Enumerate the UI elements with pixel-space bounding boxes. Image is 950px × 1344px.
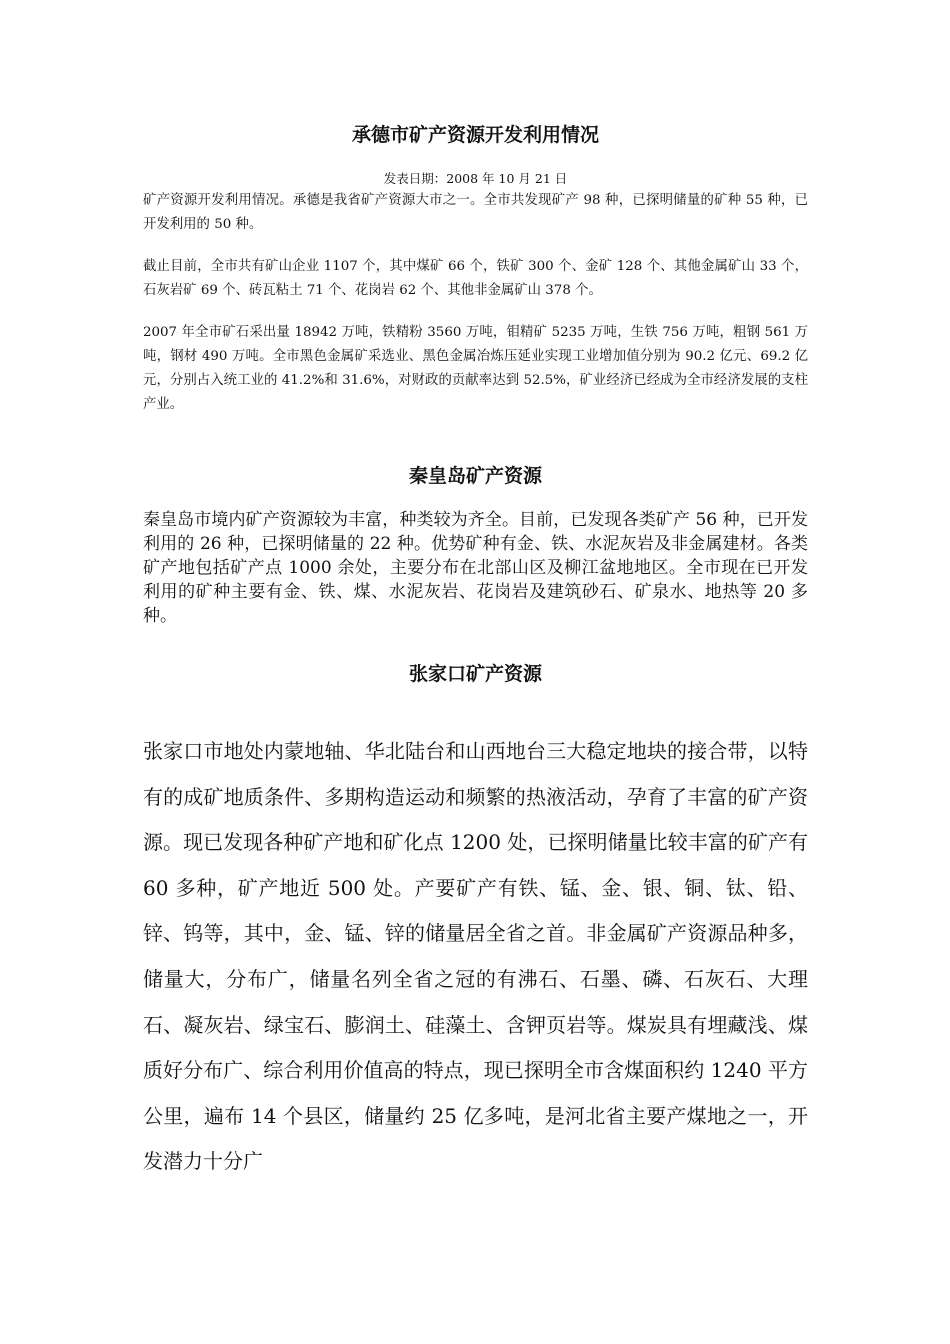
- chengde-paragraph-1: 矿产资源开发利用情况。承德是我省矿产资源大市之一。全市共发现矿产 98 种，已探明储量的矿种 55 种，已开发利用的 50 种。: [143, 193, 808, 232]
- qinhuangdao-section: [143, 508, 808, 628]
- zhangjiakou-section: [143, 729, 808, 1185]
- paragraph-spacer: [143, 237, 808, 255]
- document-title: 承德市矿产资源开发利用情况: [351, 124, 599, 146]
- chengde-section: [143, 189, 808, 417]
- zhangjiakou-heading: 张家口矿产资源: [408, 663, 542, 685]
- chengde-paragraph-3: 2007 年全市矿石采出量 18942 万吨，铁精粉 3560 万吨，钼精矿 5235 万吨，生铁 756 万吨，粗钢 561 万吨，钢材 490 万吨。全市黑色金属矿采选业、黑色金属冶炼压延业实现工业增加值分别为 90.2 亿元、69.2 亿元，分别占入统工业的 41.2%和 31.6%，对财政的贡献率达到 52.5%，矿业经济已经成为全市经济发展的支柱产业。: [143, 325, 808, 412]
- publish-date: 发表日期：2008 年 10 月 21 日: [383, 171, 568, 186]
- qinhuangdao-heading: 秦皇岛矿产资源: [408, 465, 542, 487]
- qinhuangdao-paragraph: 秦皇岛市境内矿产资源较为丰富，种类较为齐全。目前，已发现各类矿产 56 种，已开发利用的 26 种，已探明储量的 22 种。优势矿种有金、铁、水泥灰岩及非金属建材。各类矿产地包括矿产点 1000 余处，主要分布在北部山区及柳江盆地地区。全市现在已开发利用的矿种主要有金、铁、煤、水泥灰岩、花岗岩及建筑砂石、矿泉水、地热等 20 多种。: [143, 510, 808, 626]
- paragraph-spacer: [143, 303, 808, 321]
- zhangjiakou-paragraph: 张家口市地处内蒙地轴、华北陆台和山西地台三大稳定地块的接合带，以特有的成矿地质条件、多期构造运动和频繁的热液活动，孕育了丰富的矿产资源。现已发现各种矿产地和矿化点 1200 处，已探明储量比较丰富的矿产有 60 多种，矿产地近 500 处。产要矿产有铁、锰、金、银、铜、钛、铅、锌、钨等，其中，金、锰、锌的储量居全省之首。非金属矿产资源品种多，储量大，分布广，储量名列全省之冠的有沸石、石墨、磷、石灰石、大理石、凝灰岩、绿宝石、膨润土、硅藻土、含钾页岩等。煤炭具有埋藏浅、煤质好分布广、综合利用价值高的特点，现已探明全市含煤面积约 1240 平方公里，遍布 14 个县区，储量约 25 亿多吨，是河北省主要产煤地之一，开发潜力十分广: [143, 739, 808, 1174]
- chengde-paragraph-2: 截止目前，全市共有矿山企业 1107 个，其中煤矿 66 个，铁矿 300 个、金矿 128 个、其他金属矿山 33 个，石灰岩矿 69 个、砖瓦粘土 71 个、花岗岩 62 个、其他非金属矿山 378 个。: [143, 259, 808, 298]
